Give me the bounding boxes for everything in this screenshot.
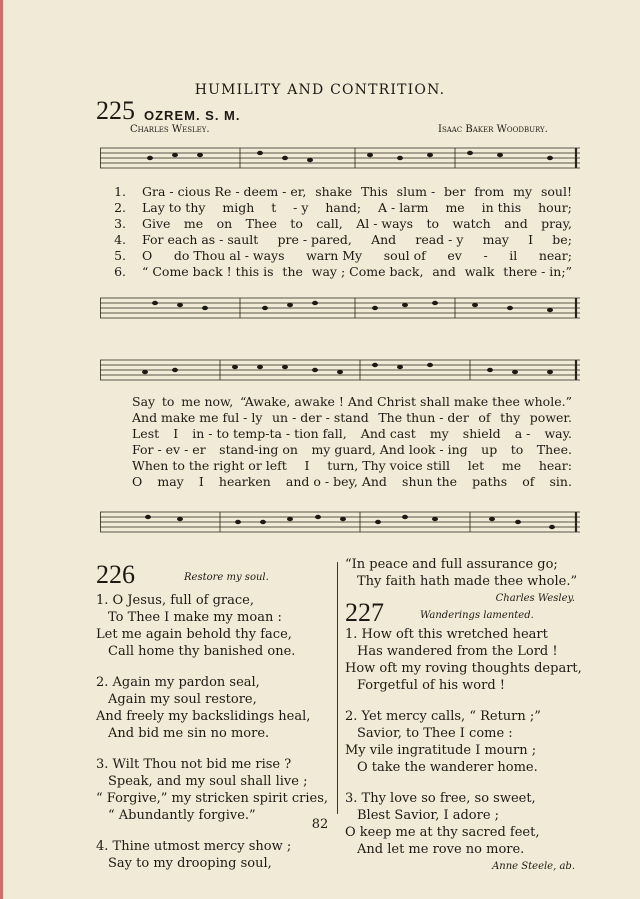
stanza-line: “ Forgive,” my stricken spirit cries, (96, 791, 329, 806)
bass-staff-1 (100, 296, 580, 320)
stanza-line: Say to my drooping soul, (108, 856, 272, 871)
stanza-line: 1. How oft this wretched heart (345, 627, 548, 642)
hymn-225-number: 225 (96, 96, 135, 125)
stanza-line: 3. Wilt Thou not bid me rise ? (96, 757, 292, 772)
stanza-line: Savior, to Thee I come : (357, 726, 513, 741)
stanza-line: “In peace and full assurance go; (345, 557, 558, 572)
stanza-line: O take the wanderer home. (357, 760, 538, 775)
stanza-line: Forgetful of his word ! (357, 678, 506, 693)
stanza-line: 2. Yet mercy calls, “ Return ;” (345, 709, 541, 724)
hymn-226-number: 226 (96, 560, 135, 589)
hymn-227-subtitle: Wanderings lamented. (420, 610, 534, 621)
hymn-226-subtitle: Restore my soul. (184, 572, 269, 583)
stanza-line: And let me rove no more. (357, 842, 525, 857)
bass-staff-2 (100, 510, 580, 534)
stanza-line: My vile ingratitude I mourn ; (345, 743, 537, 758)
page-edge (0, 0, 3, 899)
stanza-line: Speak, and my soul shall live ; (108, 774, 308, 789)
hymn-226-attribution: Charles Wesley. (495, 593, 575, 604)
stanza-line: And freely my backslidings heal, (96, 709, 311, 724)
stanza-line: Has wandered from the Lord ! (357, 644, 558, 659)
stanza-line: O keep me at thy sacred feet, (345, 825, 540, 840)
tune-name: OZREM. S. M. (144, 108, 241, 123)
stanza-line: To Thee I make my moan : (108, 610, 282, 625)
treble-staff-2 (100, 358, 580, 382)
stanza-line: How oft my roving thoughts depart, (345, 661, 582, 676)
stanza-line: Thy faith hath made thee whole.” (357, 574, 578, 589)
composer-credit: Isaac Baker Woodbury. (438, 124, 548, 135)
hymn-227-text (345, 626, 585, 875)
page-number: 82 (311, 817, 329, 832)
stanza-line: 1. O Jesus, full of grace, (96, 593, 255, 608)
stanza-line: 3. Thy love so free, so sweet, (345, 791, 536, 806)
stanza-line: Call home thy banished one. (108, 644, 296, 659)
stanza-line: And bid me sin no more. (108, 726, 270, 741)
stanza-line: Blest Savior, I adore ; (357, 808, 500, 823)
hymn-227-number: 227 (345, 598, 384, 627)
stanza-line: 4. Thine utmost mercy show ; (96, 839, 292, 854)
author-credit: Charles Wesley. (130, 124, 210, 135)
treble-staff-1 (100, 146, 580, 170)
hymn-227-attribution: Anne Steele, ab. (492, 861, 575, 872)
stanza-line: Again my soul restore, (108, 692, 257, 707)
stanza-line: “ Abundantly forgive.” (108, 808, 256, 823)
stanza-line: Let me again behold thy face, (96, 627, 292, 642)
section-title: HUMILITY AND CONTRITION. (194, 82, 446, 98)
column-divider (337, 562, 338, 814)
stanza-line: 2. Again my pardon seal, (96, 675, 260, 690)
